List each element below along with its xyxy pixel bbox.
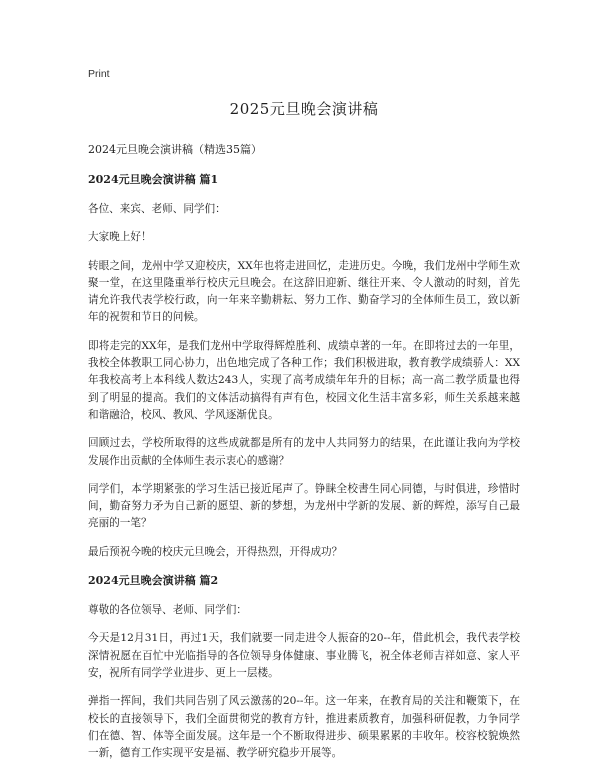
section-heading-2: 2024元旦晚会演讲稿 篇2 xyxy=(88,574,219,588)
document-page xyxy=(88,98,520,773)
paragraph: 弹指一挥间，我们共同告别了风云激荡的20--年。这一年来，在教育局的关注和鞭策下，在校长的直接领导下，我们全面贯彻党的教育方针，推进素质教育，加强科研促教，力争同学们在德、智、体等全面发展。这年是一个不断取得进步、硕果累累的丰收年。校容校貌焕然一新，德育工作实现平安是福、教学研究稳步开展等。 xyxy=(88,695,520,760)
paragraph: 同学们，本学期紧张的学习生活已接近尾声了。铮睐全校書生同心同德，与时俱进，珍惜时间，勤奋努力矛为自己新的愿望、新的梦想，为龙州中学新的发展、新的辉煌，添写自己最亮丽的一笔？ xyxy=(88,482,520,530)
paragraph: 今天是12月31日，再过1天，我们就要一同走进令人振奋的20--年，借此机会，我代表学校深情祝愿在百忙中光临指导的各位领导身体健康、事业腾飞，祝全体老师吉祥如意、家人平安，祝所有同学学业进步、更上一层楼。 xyxy=(88,632,520,679)
document-subtitle: 2024元旦晚会演讲稿（精选35篇） xyxy=(88,143,262,156)
greeting: 大家晚上好！ xyxy=(88,231,152,244)
page-title: 2025元旦晚会演讲稿 xyxy=(229,100,379,118)
salutation: 各位、来宾、老师、同学们： xyxy=(88,203,226,215)
salutation: 尊敬的各位领导、老师、同学们： xyxy=(88,604,247,617)
paragraph: 回顾过去，学校所取得的这些成就都是所有的龙中人共同努力的结果，在此谨让我向为学校发展作出贡献的全体师生表示衷心的感谢？ xyxy=(88,437,520,467)
paragraph: 最后预祝今晚的校庆元旦晚会，开得热烈，开得成功？ xyxy=(88,545,343,558)
print-label[interactable]: Print xyxy=(88,68,110,80)
paragraph: 即将走完的XX年，是我们龙州中学取得辉煌胜利、成绩卓著的一年。在即将过去的一年里，我校全体教职工同心协力，出色地完成了各种工作；我们积极进取，教育教学成绩骄人：XX年我校高考上本科线人数达243人，实现了高考成绩年年升的目标；高一高二教学质量也得到了明显的提高。我们的文体活动搞得有声有色，校园文化生活丰富多彩，师生关系越来越和谐融洽，校风、教风、学风逐渐优良。 xyxy=(88,339,520,421)
section-heading-1: 2024元旦晚会演讲稿 篇1 xyxy=(88,173,219,186)
paragraph: 转眼之间，龙州中学又迎校庆，XX年也将走进回忆，走进历史。今晚，我们龙州中学师生欢聚一堂，在这里隆重举行校庆元旦晚会。在这辞旧迎新、继往开来、令人激动的时刻，首先请允许我代表学校行政，向一年来辛勤耕耘、努力工作、勤奋学习的全体师生员工，致以新年的祝贺和节日的问候。 xyxy=(88,259,520,324)
